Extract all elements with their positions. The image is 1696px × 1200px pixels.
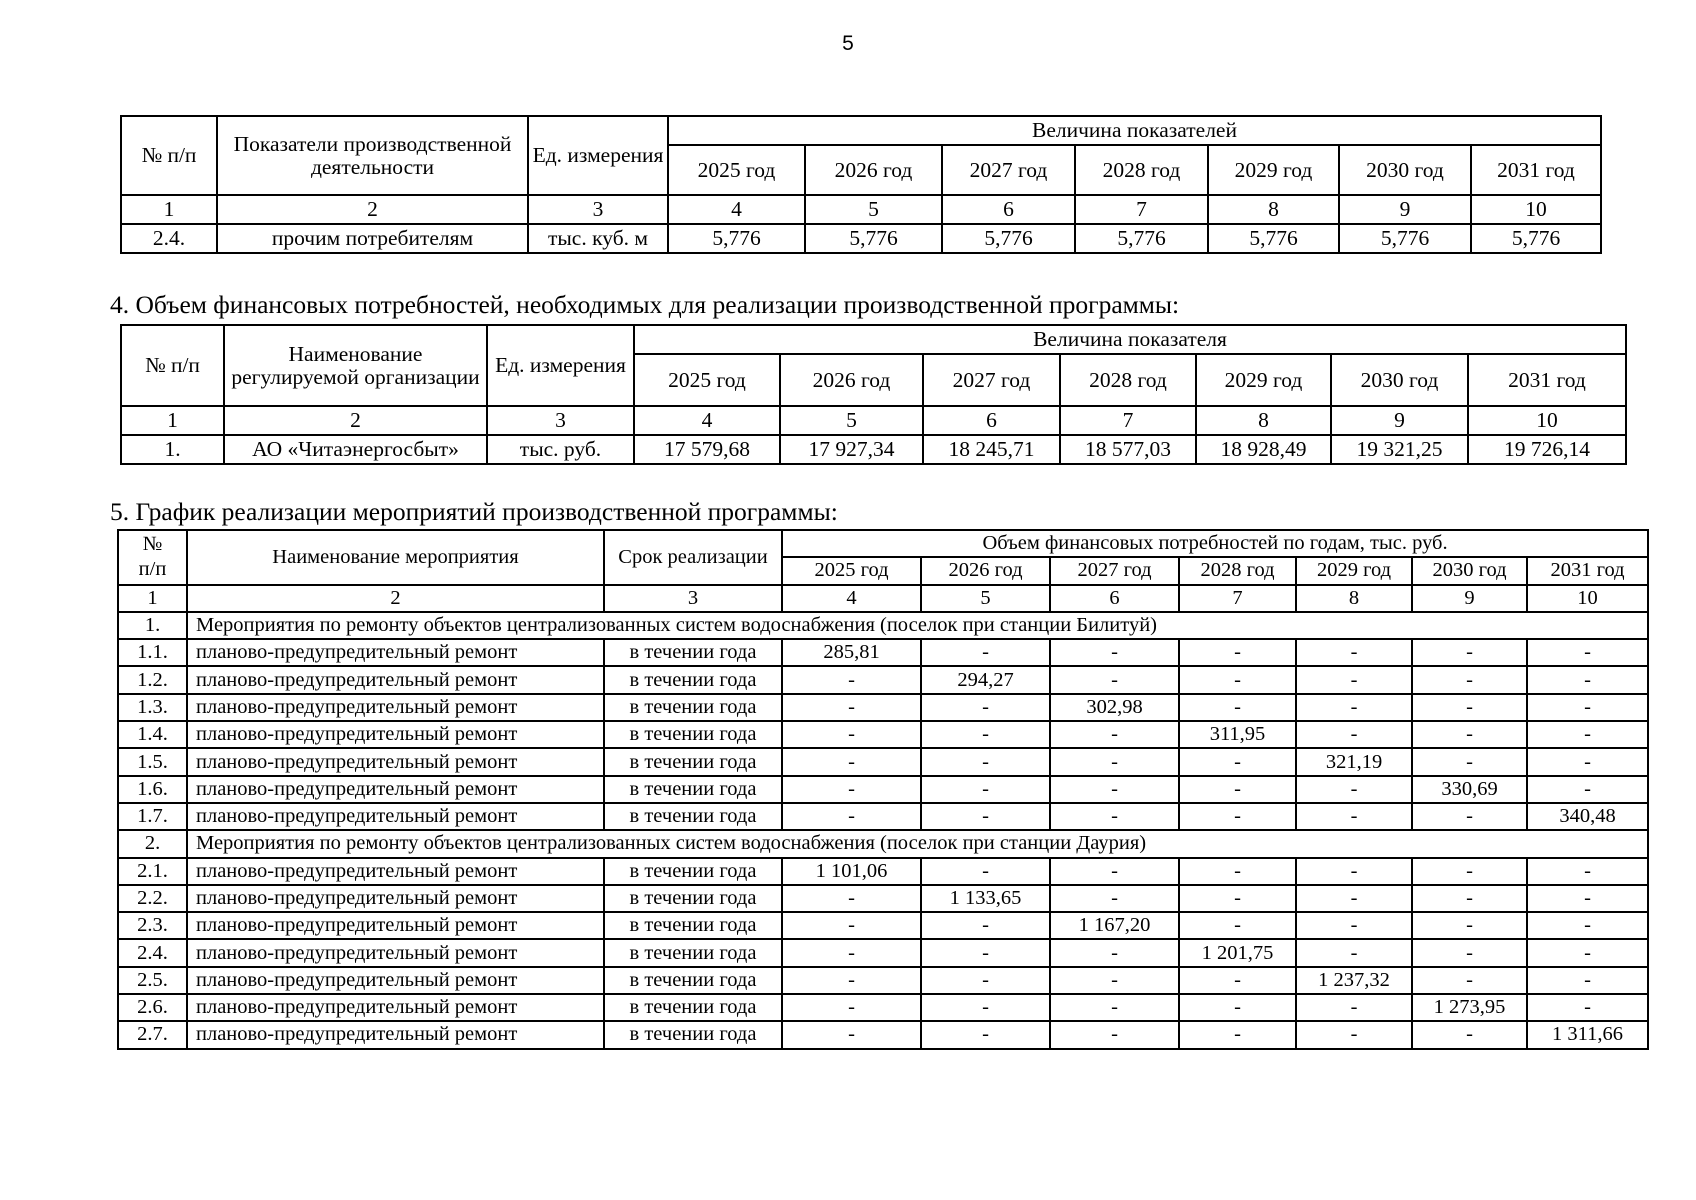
header-value-group: Величина показателя xyxy=(634,325,1626,354)
row-value: 5,776 xyxy=(942,224,1075,253)
row-value: 5,776 xyxy=(1339,224,1471,253)
row-value: - xyxy=(1179,912,1296,939)
column-number: 3 xyxy=(487,406,634,435)
column-number: 2 xyxy=(217,195,528,224)
row-value: 17 927,34 xyxy=(780,435,923,464)
row-value: - xyxy=(921,776,1050,803)
row-term: в течении года xyxy=(604,803,782,830)
row-value: - xyxy=(1050,803,1179,830)
row-name: планово-предупредительный ремонт xyxy=(187,694,604,721)
row-value: - xyxy=(1050,967,1179,994)
row-value: - xyxy=(782,776,921,803)
year-header: 2027 год xyxy=(1050,557,1179,584)
row-value: 330,69 xyxy=(1412,776,1527,803)
row-value: 5,776 xyxy=(1075,224,1208,253)
row-num: 1.5. xyxy=(118,748,187,775)
row-value: - xyxy=(1296,803,1412,830)
column-number: 9 xyxy=(1412,585,1527,612)
row-name: прочим потребителям xyxy=(217,224,528,253)
row-num: 1.6. xyxy=(118,776,187,803)
row-term: в течении года xyxy=(604,1021,782,1048)
table-row xyxy=(121,435,1626,464)
row-name: планово-предупредительный ремонт xyxy=(187,885,604,912)
row-value: - xyxy=(1050,994,1179,1021)
row-value: - xyxy=(1179,776,1296,803)
column-number: 6 xyxy=(923,406,1060,435)
column-number: 5 xyxy=(921,585,1050,612)
year-header: 2028 год xyxy=(1060,354,1196,406)
column-number: 4 xyxy=(782,585,921,612)
row-value: - xyxy=(1050,748,1179,775)
row-name: планово-предупредительный ремонт xyxy=(187,776,604,803)
row-name: планово-предупредительный ремонт xyxy=(187,639,604,666)
table-row xyxy=(118,639,1648,666)
column-number-row xyxy=(121,406,1626,435)
header-term: Срок реализации xyxy=(604,530,782,585)
column-number: 5 xyxy=(780,406,923,435)
row-term: в течении года xyxy=(604,721,782,748)
row-value: - xyxy=(1412,721,1527,748)
row-value: - xyxy=(1412,1021,1527,1048)
row-value: - xyxy=(1412,803,1527,830)
row-name: планово-предупредительный ремонт xyxy=(187,939,604,966)
row-value: - xyxy=(1412,748,1527,775)
row-value: 19 726,14 xyxy=(1468,435,1626,464)
row-value: 294,27 xyxy=(921,666,1050,693)
column-number: 10 xyxy=(1468,406,1626,435)
row-num: 2.1. xyxy=(118,858,187,885)
row-name: планово-предупредительный ремонт xyxy=(187,967,604,994)
row-num: 2.4. xyxy=(121,224,217,253)
row-value: - xyxy=(921,639,1050,666)
row-term: в течении года xyxy=(604,666,782,693)
year-header: 2025 год xyxy=(634,354,780,406)
group-num: 1. xyxy=(118,612,187,639)
row-value: - xyxy=(1179,639,1296,666)
row-term: в течении года xyxy=(604,939,782,966)
column-number: 3 xyxy=(604,585,782,612)
row-value: - xyxy=(921,721,1050,748)
table-row xyxy=(118,1021,1648,1048)
row-value: - xyxy=(1179,666,1296,693)
row-value: 302,98 xyxy=(1050,694,1179,721)
row-value: - xyxy=(1296,776,1412,803)
row-value: 321,19 xyxy=(1296,748,1412,775)
row-value: - xyxy=(1412,639,1527,666)
row-value: - xyxy=(1527,858,1648,885)
year-header: 2030 год xyxy=(1339,145,1471,195)
row-num: 2.4. xyxy=(118,939,187,966)
table-row xyxy=(121,224,1601,253)
row-value: 17 579,68 xyxy=(634,435,780,464)
row-value: - xyxy=(1527,694,1648,721)
column-number: 7 xyxy=(1179,585,1296,612)
row-value: - xyxy=(1179,803,1296,830)
column-number-row xyxy=(121,195,1601,224)
row-value: - xyxy=(1412,885,1527,912)
financial-needs-table xyxy=(120,324,1627,465)
schedule-body xyxy=(118,585,1648,1049)
row-num: 2.6. xyxy=(118,994,187,1021)
row-num: 1.7. xyxy=(118,803,187,830)
column-number: 4 xyxy=(634,406,780,435)
header-num-line1: № xyxy=(142,533,163,556)
row-num: 1. xyxy=(121,435,224,464)
row-value: - xyxy=(1527,939,1648,966)
row-num: 1.2. xyxy=(118,666,187,693)
table-row xyxy=(118,885,1648,912)
row-value: - xyxy=(921,994,1050,1021)
row-value: - xyxy=(1527,967,1648,994)
row-value: - xyxy=(1412,912,1527,939)
year-header: 2030 год xyxy=(1331,354,1468,406)
row-value: - xyxy=(1179,885,1296,912)
column-number: 6 xyxy=(942,195,1075,224)
row-value: - xyxy=(921,939,1050,966)
column-number: 8 xyxy=(1296,585,1412,612)
row-value: - xyxy=(1296,939,1412,966)
row-value: - xyxy=(1527,666,1648,693)
year-header: 2029 год xyxy=(1296,557,1412,584)
row-num: 2.2. xyxy=(118,885,187,912)
row-value: 1 101,06 xyxy=(782,858,921,885)
row-value: - xyxy=(1296,912,1412,939)
row-value: - xyxy=(782,967,921,994)
header-num: № п/п xyxy=(121,325,224,406)
column-number-row xyxy=(118,585,1648,612)
row-value: - xyxy=(921,858,1050,885)
row-value: - xyxy=(782,994,921,1021)
row-value: - xyxy=(1179,858,1296,885)
row-value: - xyxy=(921,694,1050,721)
row-value: - xyxy=(1412,666,1527,693)
year-header: 2029 год xyxy=(1208,145,1339,195)
row-name: планово-предупредительный ремонт xyxy=(187,721,604,748)
column-number: 9 xyxy=(1339,195,1471,224)
row-term: в течении года xyxy=(604,694,782,721)
column-number: 9 xyxy=(1331,406,1468,435)
column-number: 4 xyxy=(668,195,805,224)
row-value: - xyxy=(782,939,921,966)
header-unit: Ед. измерения xyxy=(528,116,668,195)
row-value: 5,776 xyxy=(1208,224,1339,253)
row-value: - xyxy=(1050,1021,1179,1048)
column-number: 10 xyxy=(1527,585,1648,612)
row-value: - xyxy=(1179,694,1296,721)
row-name: планово-предупредительный ремонт xyxy=(187,858,604,885)
row-value: 1 167,20 xyxy=(1050,912,1179,939)
row-term: в течении года xyxy=(604,994,782,1021)
table-row xyxy=(118,748,1648,775)
row-num: 2.5. xyxy=(118,967,187,994)
row-value: - xyxy=(1296,858,1412,885)
row-value: - xyxy=(1050,858,1179,885)
production-indicators-table xyxy=(120,115,1602,254)
row-value: - xyxy=(1050,885,1179,912)
row-unit: тыс. куб. м xyxy=(528,224,668,253)
row-value: - xyxy=(921,748,1050,775)
column-number: 1 xyxy=(118,585,187,612)
row-name: планово-предупредительный ремонт xyxy=(187,748,604,775)
group-row xyxy=(118,612,1648,639)
row-term: в течении года xyxy=(604,776,782,803)
year-header: 2026 год xyxy=(780,354,923,406)
row-term: в течении года xyxy=(604,639,782,666)
row-name: планово-предупредительный ремонт xyxy=(187,1021,604,1048)
row-num: 2.3. xyxy=(118,912,187,939)
row-value: 285,81 xyxy=(782,639,921,666)
row-value: - xyxy=(782,885,921,912)
row-value: - xyxy=(782,666,921,693)
column-number: 1 xyxy=(121,406,224,435)
year-header: 2027 год xyxy=(942,145,1075,195)
section4-title: 4. Объем финансовых потребностей, необходимых для реализации производственной программы: xyxy=(110,290,1180,319)
row-value: - xyxy=(1527,885,1648,912)
column-number: 3 xyxy=(528,195,668,224)
row-value: - xyxy=(1412,694,1527,721)
table-row xyxy=(118,803,1648,830)
year-header: 2025 год xyxy=(668,145,805,195)
header-num-line2: п/п xyxy=(138,558,167,581)
column-number: 2 xyxy=(187,585,604,612)
row-value: - xyxy=(1412,858,1527,885)
row-value: 19 321,25 xyxy=(1331,435,1468,464)
row-value: - xyxy=(1050,666,1179,693)
row-num: 2.7. xyxy=(118,1021,187,1048)
row-term: в течении года xyxy=(604,748,782,775)
row-value: - xyxy=(921,803,1050,830)
header-name: Наименование мероприятия xyxy=(187,530,604,585)
row-name: планово-предупредительный ремонт xyxy=(187,912,604,939)
year-header: 2031 год xyxy=(1527,557,1648,584)
section5-title: 5. График реализации мероприятий производственной программы: xyxy=(110,497,838,526)
column-number: 10 xyxy=(1471,195,1601,224)
row-value: - xyxy=(921,967,1050,994)
row-num: 1.4. xyxy=(118,721,187,748)
year-header: 2030 год xyxy=(1412,557,1527,584)
table-row xyxy=(118,912,1648,939)
row-name: АО «Читаэнергосбыт» xyxy=(224,435,487,464)
row-term: в течении года xyxy=(604,912,782,939)
row-value: - xyxy=(1296,994,1412,1021)
row-value: 1 273,95 xyxy=(1412,994,1527,1021)
table-row xyxy=(118,694,1648,721)
row-name: планово-предупредительный ремонт xyxy=(187,803,604,830)
row-value: - xyxy=(921,1021,1050,1048)
row-value: - xyxy=(1050,939,1179,966)
group-row xyxy=(118,830,1648,857)
row-value: 1 201,75 xyxy=(1179,939,1296,966)
column-number: 2 xyxy=(224,406,487,435)
row-value: - xyxy=(1179,1021,1296,1048)
header-unit: Ед. измерения xyxy=(487,325,634,406)
table-row xyxy=(118,858,1648,885)
row-value: - xyxy=(1527,721,1648,748)
row-value: - xyxy=(782,694,921,721)
year-header: 2026 год xyxy=(805,145,942,195)
row-value: - xyxy=(1179,967,1296,994)
row-num: 1.3. xyxy=(118,694,187,721)
row-value: 18 577,03 xyxy=(1060,435,1196,464)
row-value: 1 133,65 xyxy=(921,885,1050,912)
table-row xyxy=(118,666,1648,693)
row-value: - xyxy=(921,912,1050,939)
row-value: - xyxy=(1050,721,1179,748)
group-num: 2. xyxy=(118,830,187,857)
header-value-group: Объем финансовых потребностей по годам, тыс. руб. xyxy=(782,530,1648,557)
table-row xyxy=(118,721,1648,748)
header-num: № п/п xyxy=(121,116,217,195)
row-value: - xyxy=(782,803,921,830)
row-value: 1 311,66 xyxy=(1527,1021,1648,1048)
row-name: планово-предупредительный ремонт xyxy=(187,666,604,693)
year-header: 2028 год xyxy=(1179,557,1296,584)
row-value: - xyxy=(1527,912,1648,939)
row-value: 5,776 xyxy=(805,224,942,253)
row-value: - xyxy=(782,1021,921,1048)
row-value: 1 237,32 xyxy=(1296,967,1412,994)
column-number: 7 xyxy=(1075,195,1208,224)
row-value: - xyxy=(782,721,921,748)
row-value: - xyxy=(1527,994,1648,1021)
row-value: - xyxy=(1296,666,1412,693)
year-header: 2031 год xyxy=(1468,354,1626,406)
row-value: - xyxy=(1179,748,1296,775)
table-row xyxy=(118,994,1648,1021)
column-number: 8 xyxy=(1196,406,1331,435)
group-title: Мероприятия по ремонту объектов централизованных систем водоснабжения (поселок при станции Даурия) xyxy=(187,830,1648,857)
column-number: 5 xyxy=(805,195,942,224)
page-number: 5 xyxy=(842,32,854,55)
column-number: 8 xyxy=(1208,195,1339,224)
year-header: 2025 год xyxy=(782,557,921,584)
row-value: - xyxy=(1050,776,1179,803)
header-num xyxy=(118,530,187,585)
column-number: 1 xyxy=(121,195,217,224)
header-org: Наименование регулируемой организации xyxy=(224,325,487,406)
year-header: 2026 год xyxy=(921,557,1050,584)
row-name: планово-предупредительный ремонт xyxy=(187,994,604,1021)
group-title: Мероприятия по ремонту объектов централизованных систем водоснабжения (поселок при станции Билитуй) xyxy=(187,612,1648,639)
year-header: 2029 год xyxy=(1196,354,1331,406)
header-value-group: Величина показателей xyxy=(668,116,1601,145)
row-value: - xyxy=(1527,776,1648,803)
row-num: 1.1. xyxy=(118,639,187,666)
year-header: 2027 год xyxy=(923,354,1060,406)
row-value: - xyxy=(1179,994,1296,1021)
year-header: 2028 год xyxy=(1075,145,1208,195)
year-header: 2031 год xyxy=(1471,145,1601,195)
schedule-table xyxy=(117,529,1649,1050)
row-unit: тыс. руб. xyxy=(487,435,634,464)
row-term: в течении года xyxy=(604,967,782,994)
row-value: 18 245,71 xyxy=(923,435,1060,464)
row-value: - xyxy=(1296,1021,1412,1048)
row-value: - xyxy=(1050,639,1179,666)
row-value: - xyxy=(1296,694,1412,721)
row-value: 18 928,49 xyxy=(1196,435,1331,464)
table-row xyxy=(118,967,1648,994)
column-number: 7 xyxy=(1060,406,1196,435)
row-value: - xyxy=(1412,939,1527,966)
row-value: 5,776 xyxy=(668,224,805,253)
row-value: 340,48 xyxy=(1527,803,1648,830)
row-value: 5,776 xyxy=(1471,224,1601,253)
column-number: 6 xyxy=(1050,585,1179,612)
table-row xyxy=(118,776,1648,803)
row-term: в течении года xyxy=(604,858,782,885)
row-value: - xyxy=(1296,721,1412,748)
row-value: - xyxy=(1412,967,1527,994)
row-value: - xyxy=(1296,639,1412,666)
row-term: в течении года xyxy=(604,885,782,912)
row-value: - xyxy=(1527,748,1648,775)
row-value: - xyxy=(782,748,921,775)
row-value: - xyxy=(1296,885,1412,912)
row-value: - xyxy=(1527,639,1648,666)
row-value: - xyxy=(782,912,921,939)
table-row xyxy=(118,939,1648,966)
header-indicator: Показатели производственной деятельности xyxy=(217,116,528,195)
row-value: 311,95 xyxy=(1179,721,1296,748)
